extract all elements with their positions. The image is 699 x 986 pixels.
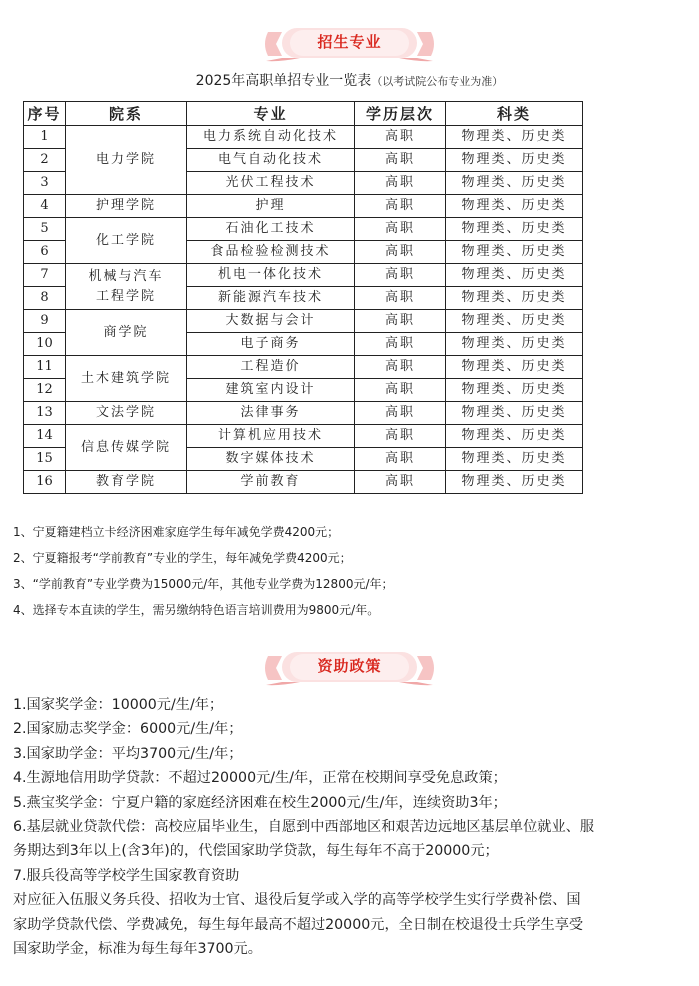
cell-major: 电子商务 — [187, 333, 355, 356]
cell-category: 物理类、历史类 — [446, 310, 583, 333]
aid-line: 6.基层就业贷款代偿：高校应届毕业生，自愿到中西部地区和艰苦边远地区基层单位就业、服 — [13, 818, 595, 835]
cell-dept: 护理学院 — [66, 195, 187, 218]
cell-level: 高职 — [355, 310, 446, 333]
cell-no: 15 — [24, 448, 66, 471]
cell-category: 物理类、历史类 — [446, 126, 583, 149]
header-no: 序号 — [24, 102, 66, 126]
cell-major: 石油化工技术 — [187, 218, 355, 241]
section-title: 资助政策 — [317, 657, 382, 675]
table-title — [0, 70, 699, 90]
section-banner-enrollment — [0, 22, 699, 66]
cell-major: 电气自动化技术 — [187, 149, 355, 172]
cell-major: 工程造价 — [187, 356, 355, 379]
cell-level: 高职 — [355, 149, 446, 172]
cell-dept: 教育学院 — [66, 471, 187, 494]
table-row — [24, 264, 583, 287]
cell-no: 13 — [24, 402, 66, 425]
cell-no: 8 — [24, 287, 66, 310]
cell-no: 7 — [24, 264, 66, 287]
cell-level: 高职 — [355, 425, 446, 448]
aid-line: 对应征入伍服义务兵役、招收为士官、退役后复学或入学的高等学校学生实行学费补偿、国 — [13, 892, 581, 909]
cell-dept: 电力学院 — [66, 126, 187, 195]
cell-category: 物理类、历史类 — [446, 379, 583, 402]
table-header-row — [24, 102, 583, 126]
table-row — [24, 126, 583, 149]
cell-level: 高职 — [355, 195, 446, 218]
cell-level: 高职 — [355, 471, 446, 494]
cell-level: 高职 — [355, 126, 446, 149]
cell-category: 物理类、历史类 — [446, 218, 583, 241]
cell-major: 电力系统自动化技术 — [187, 126, 355, 149]
table-row — [24, 310, 583, 333]
table-row — [24, 471, 583, 494]
cell-level: 高职 — [355, 287, 446, 310]
cell-no: 6 — [24, 241, 66, 264]
cell-dept-split — [66, 264, 187, 310]
cell-category: 物理类、历史类 — [446, 448, 583, 471]
cell-major: 大数据与会计 — [187, 310, 355, 333]
cell-dept: 信息传媒学院 — [66, 425, 187, 471]
cell-no: 14 — [24, 425, 66, 448]
cell-category: 物理类、历史类 — [446, 333, 583, 356]
cell-major: 机电一体化技术 — [187, 264, 355, 287]
note-line: 1、宁夏籍建档立卡经济困难家庭学生每年减免学费4200元； — [13, 525, 340, 539]
aid-line: 家助学贷款代偿、学费减免，每生每年最高不超过20000元，全日制在校退役士兵学生享受 — [13, 916, 584, 933]
note-line: 2、宁夏籍报考“学前教育”专业的学生，每年减免学费4200元； — [13, 551, 352, 565]
cell-major: 护理 — [187, 195, 355, 218]
cell-dept: 化工学院 — [66, 218, 187, 264]
cell-no: 9 — [24, 310, 66, 333]
header-major: 专业 — [187, 102, 355, 126]
cell-major: 学前教育 — [187, 471, 355, 494]
cell-no: 16 — [24, 471, 66, 494]
table-row — [24, 402, 583, 425]
header-level: 学历层次 — [355, 102, 446, 126]
section-banner-aid — [0, 646, 699, 690]
cell-level: 高职 — [355, 264, 446, 287]
cell-category: 物理类、历史类 — [446, 402, 583, 425]
aid-line: 1.国家奖学金：10000元/生/年； — [13, 697, 224, 713]
aid-line: 国家助学金，标准为每生每年3700元。 — [13, 940, 262, 957]
table-title-note: （以考试院公布专业为准） — [371, 75, 504, 88]
cell-dept: 土木建筑学院 — [66, 356, 187, 402]
cell-category: 物理类、历史类 — [446, 471, 583, 494]
fee-notes — [13, 519, 693, 623]
cell-level: 高职 — [355, 218, 446, 241]
cell-level: 高职 — [355, 172, 446, 195]
aid-line: 3.国家助学金：平均3700元/生/年； — [13, 745, 243, 762]
cell-level: 高职 — [355, 356, 446, 379]
cell-category: 物理类、历史类 — [446, 264, 583, 287]
note-line: 4、选择专本直读的学生，需另缴纳特色语言培训费用为9800元/年。 — [13, 603, 380, 617]
majors-table — [23, 101, 583, 494]
cell-dept-line-1: 机械与汽车 — [88, 268, 164, 284]
cell-category: 物理类、历史类 — [446, 356, 583, 379]
cell-level: 高职 — [355, 333, 446, 356]
cell-level: 高职 — [355, 241, 446, 264]
aid-line: 4.生源地信用助学贷款：不超过20000元/生/年，正常在校期间享受免息政策； — [13, 770, 507, 787]
cell-major: 计算机应用技术 — [187, 425, 355, 448]
header-category: 科类 — [446, 102, 583, 126]
cell-no: 3 — [24, 172, 66, 195]
cell-no: 12 — [24, 379, 66, 402]
cell-no: 5 — [24, 218, 66, 241]
aid-line: 2.国家励志奖学金：6000元/生/年； — [13, 721, 243, 738]
aid-policy-list — [13, 693, 693, 961]
aid-line: 7.服兵役高等学校学生国家教育资助 — [13, 867, 240, 884]
cell-no: 11 — [24, 356, 66, 379]
cell-category: 物理类、历史类 — [446, 287, 583, 310]
cell-category: 物理类、历史类 — [446, 172, 583, 195]
cell-no: 1 — [24, 126, 66, 149]
cell-level: 高职 — [355, 402, 446, 425]
cell-category: 物理类、历史类 — [446, 241, 583, 264]
cell-no: 2 — [24, 149, 66, 172]
aid-line: 5.燕宝奖学金：宁夏户籍的家庭经济困难在校生2000元/生/年，连续资助3年； — [13, 794, 507, 811]
cell-major: 新能源汽车技术 — [187, 287, 355, 310]
cell-dept-line-2: 工程学院 — [95, 288, 156, 304]
cell-dept: 文法学院 — [66, 402, 187, 425]
table-row — [24, 195, 583, 218]
cell-level: 高职 — [355, 448, 446, 471]
table-row — [24, 218, 583, 241]
table-row — [24, 356, 583, 379]
cell-dept: 商学院 — [66, 310, 187, 356]
header-dept: 院系 — [66, 102, 187, 126]
table-title-text: 2025年高职单招专业一览表 — [195, 73, 372, 89]
cell-category: 物理类、历史类 — [446, 195, 583, 218]
cell-level: 高职 — [355, 379, 446, 402]
aid-line: 务期达到3年以上(含3年)的，代偿国家助学贷款，每生每年不高于20000元； — [13, 843, 499, 860]
cell-category: 物理类、历史类 — [446, 425, 583, 448]
cell-major: 数字媒体技术 — [187, 448, 355, 471]
cell-major: 光伏工程技术 — [187, 172, 355, 195]
cell-no: 4 — [24, 195, 66, 218]
cell-category: 物理类、历史类 — [446, 149, 583, 172]
note-line: 3、“学前教育”专业学费为15000元/年，其他专业学费为12800元/年； — [13, 577, 394, 591]
table-row — [24, 425, 583, 448]
section-title: 招生专业 — [317, 33, 382, 51]
cell-major: 建筑室内设计 — [187, 379, 355, 402]
cell-major: 食品检验检测技术 — [187, 241, 355, 264]
cell-no: 10 — [24, 333, 66, 356]
cell-major: 法律事务 — [187, 402, 355, 425]
